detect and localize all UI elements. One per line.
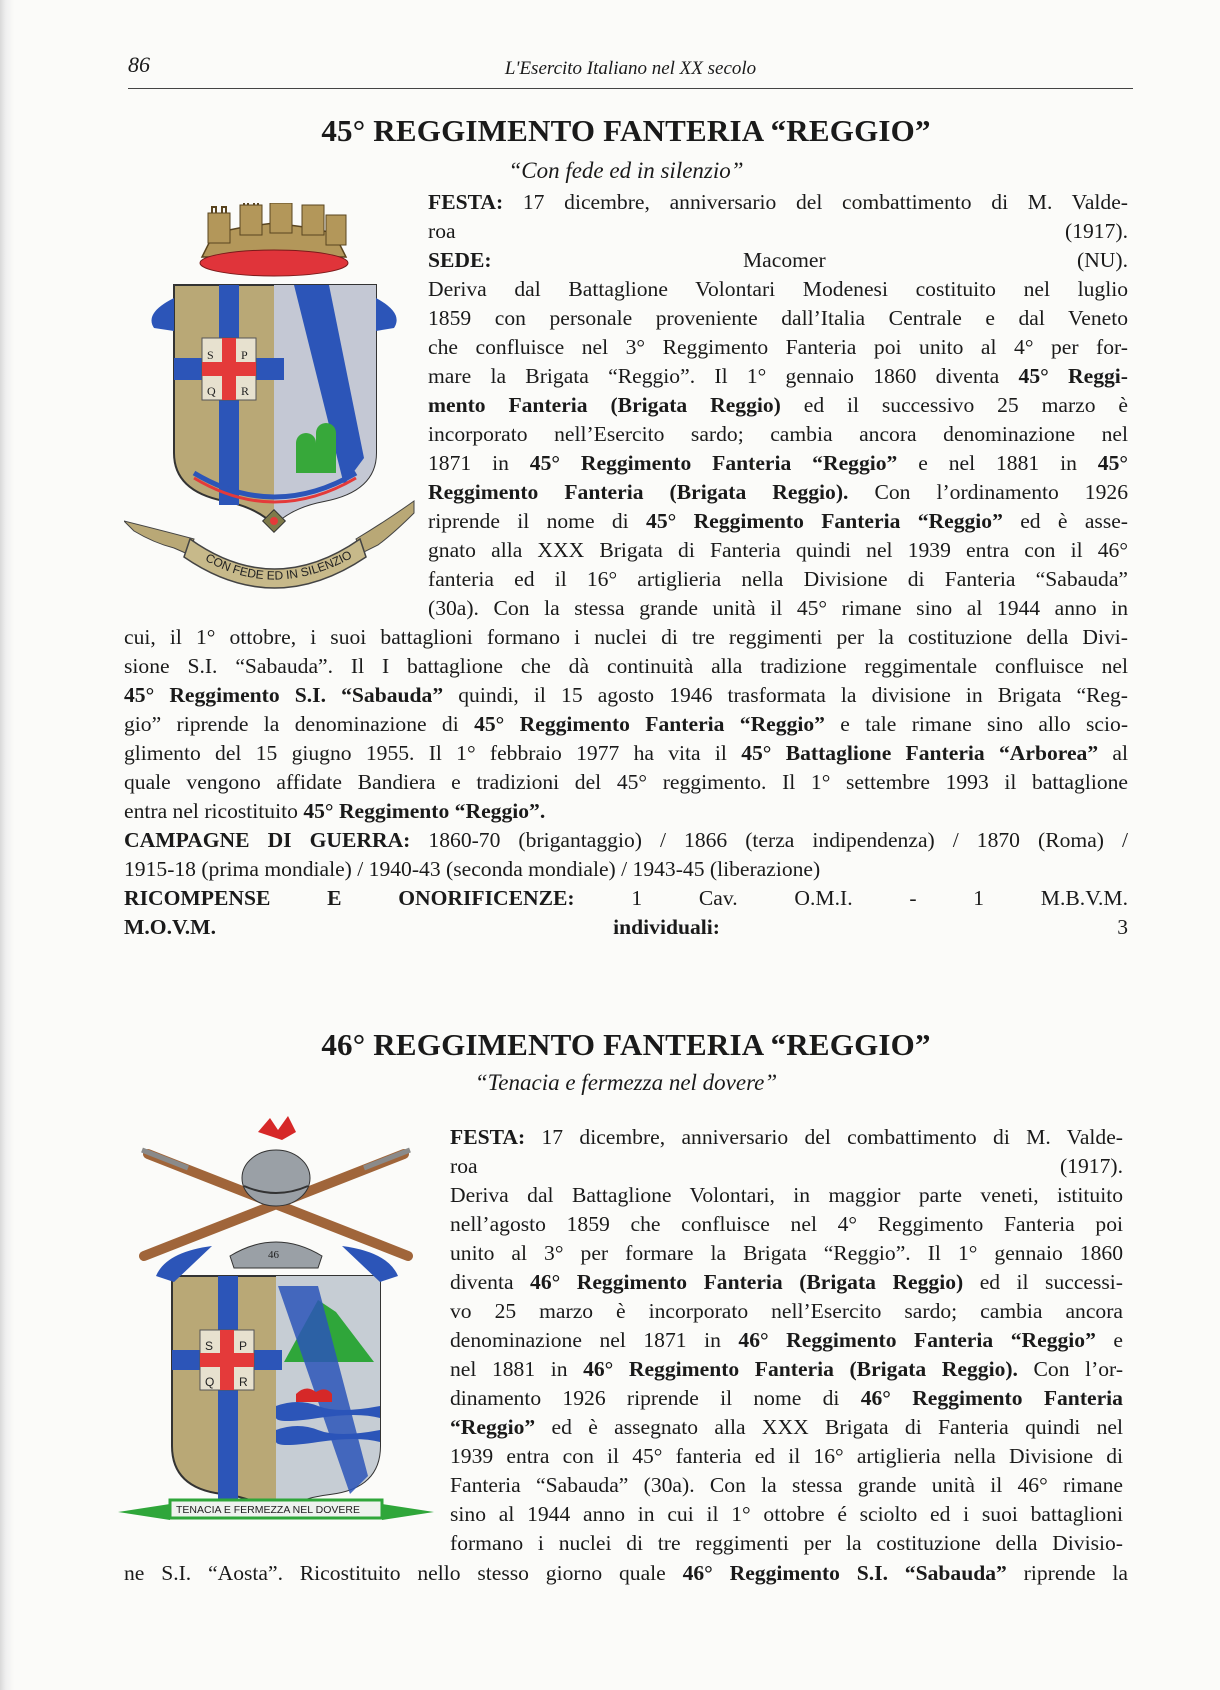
text-line [450,1152,1123,1181]
text-run: cui, il 1° ottobre, i suoi battaglioni formano i nuclei di tre reggimenti per la costituzione della Divi- [124,625,1128,649]
shield-letter-q: Q [205,1375,215,1389]
text-line [124,1559,1128,1588]
text-line [450,1355,1123,1384]
bold-run: FESTA: [428,190,504,214]
text-line [124,710,1128,739]
campagne-line-2: 1915-18 (prima mondiale) / 1940-43 (seconda mondiale) / 1943-45 (liberazione) [124,857,821,881]
text-run: glimento del 15 giugno 1955. Il 1° febbraio 1977 ha vita il [124,741,742,765]
text-line [450,1442,1123,1471]
full-width-lines-46 [124,1559,1128,1588]
text-line [428,333,1128,362]
text-run: e [1095,1328,1124,1352]
text-line [428,246,1128,275]
bold-run: 46° Reggimento Fanteria (Brigata Reggio) [530,1270,964,1294]
text-line [450,1239,1123,1268]
text-line [428,217,1128,246]
text-run: Deriva dal Battaglione Volontari, in maggior parte veneti, istituito [450,1183,1123,1207]
text-line [124,623,1128,652]
bold-run: 45° Battaglione Fanteria “Arborea” [741,741,1099,765]
text-line [124,681,1128,710]
text-run: quale vengono affidate Bandiera e tradizioni del 45° reggimento. Il 1° settembre 1993 il battaglione [124,770,1128,794]
text-run: Con l’or- [1017,1357,1124,1381]
text-line [428,362,1128,391]
text-run: riprende il nome di [428,509,647,533]
text-run: nel 1881 in [450,1357,584,1381]
movm-value: 3 [720,915,1128,939]
text-run: Deriva dal Battaglione Volontari Modenesi costituito nel luglio [428,277,1128,301]
text-line [450,1123,1123,1152]
helmet-icon [242,1116,310,1206]
bold-run: Reggimento Fanteria (Brigata Reggio). [428,480,849,504]
text-line [124,797,1128,826]
text-run: sino al 1944 anno in cui il 1° ottobre é sciolto ed i suoi battaglioni [450,1502,1123,1526]
campagne-value-1: 1860-70 (brigantaggio) / 1866 (terza indipendenza) / 1870 (Roma) / [410,828,1129,852]
text-run: quindi, il 15 agosto 1946 trasformata la divisione in Brigata “Reg- [443,683,1129,707]
text-line [428,507,1128,536]
bold-run: 45° Reggimento Fanteria “Reggio” [474,712,825,736]
text-line [450,1210,1123,1239]
text-run: gnato alla XXX Brigata di Fanteria quindi nel 1939 entra con il 46° [428,538,1128,562]
text-run: sione S.I. “Sabauda”. Il I battaglione che dà continuità alla tradizione reggimentale confluisce nel [124,654,1128,678]
section-title-46: 46° REGGIMENTO FANTERIA “REGGIO” [321,1027,931,1062]
page-binding-edge [0,0,14,1690]
text-run: ne S.I. “Aosta”. Ricostituito nello stesso giorno quale [124,1561,683,1585]
text-run: nell’agosto 1859 che confluisce nel 4° Reggimento Fanteria poi [450,1212,1123,1236]
shield-letter-p: P [239,1339,248,1353]
shield-letter-q: Q [207,384,216,398]
text-line [450,1413,1123,1442]
text-run: 1871 in [428,451,530,475]
bold-run: SEDE: [428,248,492,272]
text-line [428,420,1128,449]
bold-run: 46° Reggimento Fanteria (Brigata Reggio). [583,1357,1018,1381]
text-line [428,536,1128,565]
motto-45: “Con fede ed in silenzio” [508,158,744,183]
full-width-block-45 [124,623,1128,942]
text-run: fanteria ed il 16° artiglieria nella Divisione di Fanteria “Sabauda” [428,567,1128,591]
shield-letter-s: S [207,348,214,362]
bold-run: 45° Reggimento “Reggio”. [303,799,546,823]
bold-run: 46° Reggimento Fanteria [860,1386,1123,1410]
campagne-label: CAMPAGNE DI GUERRA: [124,828,411,852]
movm-label: M.O.V.M. individuali: [124,915,720,939]
text-line [428,594,1128,623]
text-run: formano i nuclei di tre reggimenti per la costituzione della Divisio- [450,1531,1123,1555]
full-width-lines-45 [124,623,1128,826]
text-run: 1859 con personale proveniente dall’Italia Centrale e dal Veneto [428,306,1128,330]
bold-run: 45° Reggimento S.I. “Sabauda” [124,683,444,707]
text-run: 17 dicembre, anniversario del combattimento di M. Valde- [503,190,1128,214]
text-line [450,1181,1123,1210]
text-run: entra nel ricostituito [124,799,304,823]
text-run: al [1098,741,1129,765]
text-line [428,188,1128,217]
shield-icon [156,1246,398,1516]
text-lines-45 [428,188,1128,623]
text-run: roa (1917). [450,1154,1123,1178]
text-run: (30a). Con la stessa grande unità il 45° rimane sino al 1944 anno in [428,596,1128,620]
text-run: Con l’ordinamento 1926 [848,480,1128,504]
shield-letter-p: P [241,348,248,362]
full-width-block-46 [124,1559,1128,1588]
text-line [450,1500,1123,1529]
text-line [124,739,1128,768]
motto-46: “Tenacia e fermezza nel dovere” [474,1070,778,1095]
text-run: che confluisce nel 3° Reggimento Fanteria poi unito al 4° per for- [428,335,1128,359]
text-block-46 [450,1123,1123,1558]
text-run: 17 dicembre, anniversario del combattimento di M. Valde- [525,1125,1123,1149]
text-line [124,652,1128,681]
shield-icon [152,285,397,532]
text-run: Fanteria “Sabauda” (30a). Con la stessa grande unità il 46° rimane [450,1473,1123,1497]
text-run: dinamento 1926 riprende il nome di [450,1386,861,1410]
text-run: ed è assegnato alla XXX Brigata di Fanteria quindi nel [535,1415,1123,1439]
text-block-45 [428,188,1128,623]
text-run: 1939 entra con il 45° fanteria ed il 16° artiglieria nella Divisione di [450,1444,1123,1468]
text-run: denominazione nel 1871 in [450,1328,739,1352]
text-line [428,478,1128,507]
ricompense-line [124,884,1128,913]
text-run: unito al 3° per formare la Brigata “Reggio”. Il 1° gennaio 1860 [450,1241,1123,1265]
shield-letter-r: R [239,1375,248,1389]
bold-run: FESTA: [450,1125,526,1149]
bold-run: 45° Reggimento Fanteria “Reggio” [529,451,898,475]
ricompense-value: 1 Cav. O.M.I. - 1 M.B.V.M. [574,886,1129,910]
campagne-line-1 [124,826,1128,855]
text-line [428,565,1128,594]
page-number: 86 [128,52,150,77]
running-title: L'Esercito Italiano nel XX secolo [504,58,757,79]
text-run: e nel 1881 in [897,451,1098,475]
text-lines-46 [450,1123,1123,1558]
text-line [428,304,1128,333]
text-run: e tale rimane sino allo scio- [824,712,1129,736]
text-run: incorporato nell’Esercito sardo; cambia ancora denominazione nel [428,422,1128,446]
text-line [428,449,1128,478]
text-line [450,1384,1123,1413]
text-line [450,1268,1123,1297]
text-run: gio” riprende la denominazione di [124,712,475,736]
text-line [428,275,1128,304]
text-line [450,1326,1123,1355]
bold-run: 46° Reggimento S.I. “Sabauda” [682,1561,1007,1585]
text-run: Macomer (NU). [491,248,1128,272]
ricompense-label: RICOMPENSE E ONORIFICENZE: [124,886,575,910]
text-run: ed il successivo 25 marzo è [780,393,1128,417]
bold-run: 45° Reggi- [1018,364,1128,388]
text-line [124,768,1128,797]
shield-letter-s: S [205,1339,214,1353]
bold-run: 46° Reggimento Fanteria “Reggio” [738,1328,1096,1352]
text-line [450,1529,1123,1558]
bold-run: 45° [1097,451,1128,475]
coat-of-arms-46 [118,1116,434,1536]
text-run: vo 25 marzo è incorporato nell’Esercito sardo; cambia ancora [450,1299,1123,1323]
shield-letter-r: R [241,384,250,398]
bold-run: mento Fanteria (Brigata Reggio) [428,393,781,417]
mural-crown-icon [200,203,348,276]
text-run: riprende la [1006,1561,1128,1585]
text-run: mare la Brigata “Reggio”. Il 1° gennaio 1860 diventa [428,364,1019,388]
text-line [450,1297,1123,1326]
text-run: ed il successi- [963,1270,1123,1294]
text-line [450,1471,1123,1500]
text-run: roa (1917). [428,219,1128,243]
crest-number-46: 46 [268,1249,279,1261]
movm-line [124,913,1128,942]
page-header [128,50,1133,89]
crest-motto-ribbon-46: TENACIA E FERMEZZA NEL DOVERE [176,1504,360,1516]
text-run: diventa [450,1270,531,1294]
text-line [428,391,1128,420]
text-run: ed è asse- [1002,509,1128,533]
crest-motto-ribbon-45: CON FEDE ED IN SILENZIO [203,547,355,583]
section-title-45: 45° REGGIMENTO FANTERIA “REGGIO” [321,113,931,148]
coat-of-arms-45 [124,203,424,623]
bold-run: 45° Reggimento Fanteria “Reggio” [646,509,1003,533]
bold-run: “Reggio” [450,1415,536,1439]
